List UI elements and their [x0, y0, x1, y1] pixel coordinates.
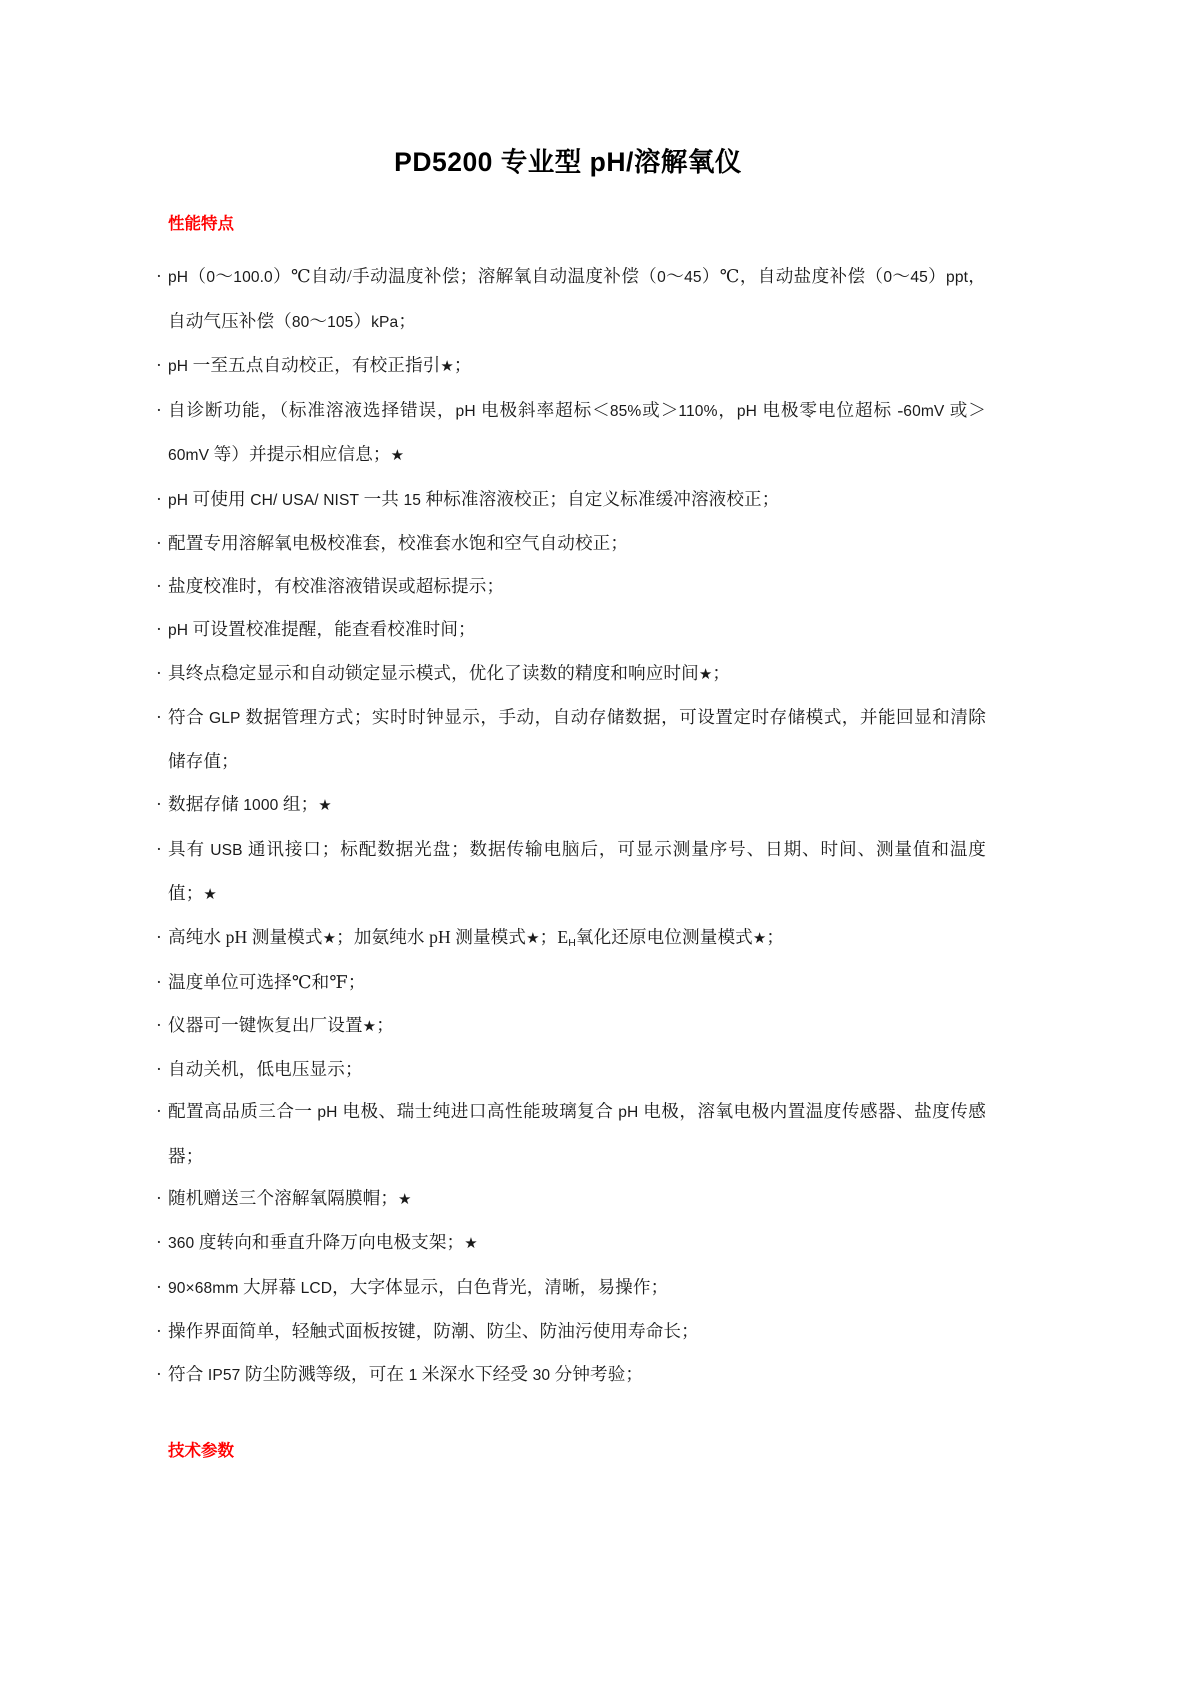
feature-item-temperature-units: · 温度单位可选择℃和℉； [150, 961, 986, 1004]
feature-item-do-calibration-cap: · 配置专用溶解氧电极校准套，校准套水饱和空气自动校正； [150, 522, 986, 565]
star-marker: ★ [464, 1233, 478, 1252]
page-title: PD5200 专业型 pH/溶解氧仪 [394, 147, 742, 177]
star-marker: ★ [203, 885, 217, 904]
feature-item-salinity-calibration: · 盐度校准时，有校准溶液错误或超标提示； [150, 565, 986, 608]
latin-run: GLP [209, 709, 241, 727]
latin-run: pH [168, 621, 189, 639]
star-marker: ★ [322, 928, 337, 947]
section-heading-performance: 性能特点 [168, 215, 234, 234]
latin-run: pH [618, 1104, 639, 1122]
star-marker: ★ [390, 446, 405, 465]
latin-run: pH [168, 491, 189, 509]
feature-item-endpoint-lock: · 具终点稳定显示和自动锁定显示模式，优化了读数的精度和响应时间★； [150, 652, 986, 696]
latin-run: 90×68mm [168, 1279, 239, 1297]
feature-item-temp-compensation: · pH（0～100.0）℃自动/手动温度补偿；溶解氧自动温度补偿（0～45）℃，自动盐度补偿（0～45）ppt，自动气压补偿（80～105）kPa； [150, 255, 986, 344]
latin-run: NIST [323, 491, 360, 509]
latin-run: 0 [206, 268, 216, 286]
latin-run: 45 [910, 268, 928, 286]
latin-run: pH [168, 358, 189, 376]
star-marker: ★ [318, 796, 332, 815]
feature-item-data-storage: · 数据存储 1000 组；★ [150, 783, 986, 828]
latin-run: 360 [168, 1234, 195, 1252]
latin-run: 105 [327, 313, 354, 331]
latin-run: 0 [657, 268, 666, 286]
star-marker: ★ [752, 928, 767, 947]
latin-run: pH [168, 268, 189, 286]
measurement-modes-prefix: 高纯水 pH 测量模式★；加氨纯水 pH 测量模式★； [168, 926, 558, 947]
feature-item-electrodes: · 配置高品质三合一 pH 电极、瑞士纯进口高性能玻璃复合 pH 电极，溶氧电极内置温度传感器、盐度传感器； [150, 1090, 986, 1177]
latin-run: pH [317, 1104, 338, 1122]
latin-run: 110% [678, 402, 718, 420]
latin-run: 80 [291, 313, 310, 331]
star-marker: ★ [362, 1017, 377, 1036]
star-marker: ★ [398, 1190, 412, 1209]
latin-run: 60mV [168, 447, 210, 465]
document-content [150, 0, 986, 1462]
latin-run: 1 [408, 1366, 418, 1384]
latin-run: LCD [300, 1279, 333, 1297]
feature-item-membrane-caps: · 随机赠送三个溶解氧隔膜帽；★ [150, 1177, 986, 1221]
latin-run: ppt [946, 268, 969, 286]
latin-run: 1000 [243, 797, 279, 815]
star-marker: ★ [440, 357, 454, 376]
feature-item-measurement-modes [150, 916, 986, 962]
measurement-modes-suffix: 氧化还原电位测量模式★； [575, 926, 785, 947]
latin-run: USA/ [281, 491, 319, 509]
feature-item-glp-data: · 符合 GLP 数据管理方式；实时时钟显示，手动，自动存储数据，可设置定时存储模式，并能回显和清除储存值； [150, 696, 986, 783]
eh-symbol-base: E [557, 926, 569, 947]
latin-run: 15 [403, 491, 422, 509]
feature-item-operation-panel: · 操作界面简单，轻触式面板按键，防潮、防尘、防油污使用寿命长； [150, 1310, 986, 1353]
star-marker: ★ [698, 665, 713, 684]
feature-item-usb-interface: · 具有 USB 通讯接口；标配数据光盘；数据传输电脑后，可显示测量序号、日期、时间、测量值和温度值；★ [150, 828, 986, 916]
section-heading-specs: 技术参数 [168, 1442, 234, 1461]
latin-run: kPa [371, 313, 399, 331]
feature-item-self-diagnosis: · 自诊断功能，（标准溶液选择错误，pH 电极斜率超标＜85%或＞110%，pH 电极零电位超标 -60mV 或＞60mV 等）并提示相应信息；★ [150, 389, 986, 478]
feature-item-auto-calibration: · pH 一至五点自动校正，有校正指引★； [150, 344, 986, 389]
latin-run: 100.0 [233, 268, 273, 286]
latin-run: pH [455, 402, 476, 420]
latin-run: 0 [883, 268, 893, 286]
feature-item-lcd-display: · 90×68mm 大屏幕 LCD，大字体显示，白色背光，清晰，易操作； [150, 1266, 986, 1311]
latin-run: 60mV [903, 402, 945, 420]
feature-item-ip-rating: · 符合 IP57 防尘防溅等级，可在 1 米深水下经受 30 分钟考验； [150, 1353, 986, 1398]
latin-run: IP57 [207, 1366, 241, 1384]
feature-item-standard-solutions: · pH 可使用 CH/ USA/ NIST 一共 15 种标准溶液校正；自定义标准缓冲溶液校正； [150, 478, 986, 523]
feature-item-electrode-stand: · 360 度转向和垂直升降万向电极支架；★ [150, 1221, 986, 1266]
star-marker: ★ [526, 928, 540, 947]
feature-list [150, 255, 986, 1397]
feature-item-calibration-reminder: · pH 可设置校准提醒，能查看校准时间； [150, 608, 986, 653]
latin-run: pH [736, 402, 758, 420]
latin-run: 85% [609, 402, 642, 420]
eh-symbol-subscript: H [568, 936, 576, 949]
latin-run: USB [210, 841, 243, 859]
latin-run: CH/ [250, 491, 278, 509]
latin-run: 30 [532, 1366, 551, 1384]
feature-item-factory-reset: · 仪器可一键恢复出厂设置★； [150, 1004, 986, 1048]
latin-run: 45 [684, 268, 702, 286]
feature-item-auto-power-off: · 自动关机，低电压显示； [150, 1048, 986, 1091]
